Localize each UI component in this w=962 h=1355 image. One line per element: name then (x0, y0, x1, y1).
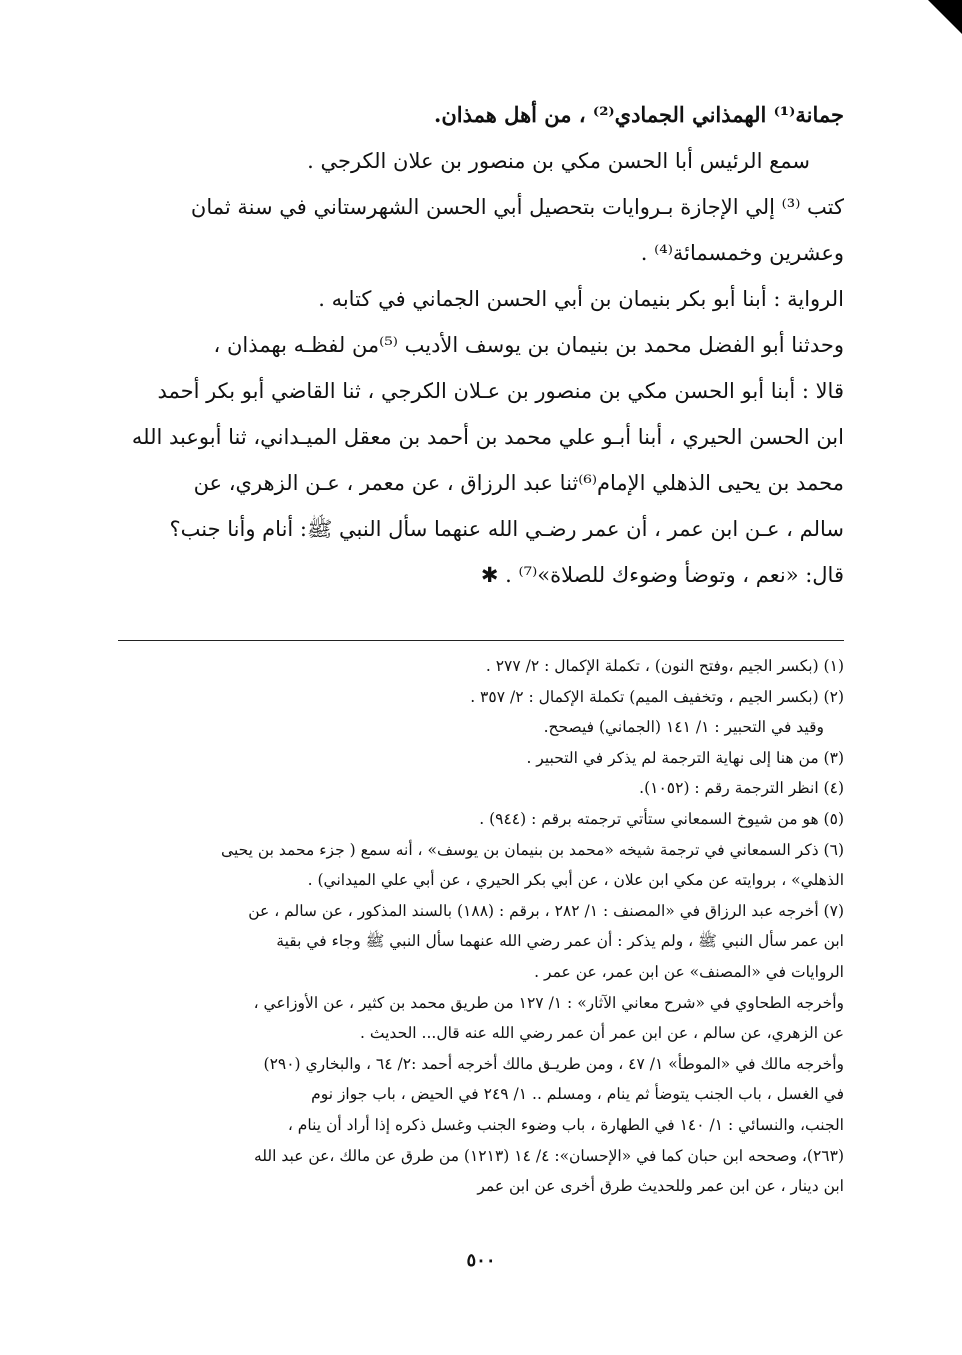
text-line: وحدثنا أبو الفضل محمد بن بنيمان بن يوسف الأديب ⁽⁵⁾من لفظـه بهمذان ، (213, 333, 844, 357)
footnote-line: الجنب، والنسائي : ١/ ١٤٠ في الطهارة ، باب وضوء الجنب وغسل ذكره إذا أراد أن ينام ، (287, 1115, 844, 1134)
footnote-line: (٥) هو من شيوخ السمعاني ستأتي ترجمته برقم : (٩٤٤) . (479, 809, 844, 828)
footnote-line: (٢٦٣)، وصححه ابن حبان كما في «الإحسان»: ٤/ ١٤ (١٢١٣) من طرق عن مالك ،عن عبد الله (253, 1146, 844, 1165)
footnote-line: وقيد في التحبير : ١/ ١٤١ (الجماني) فيصحح. (543, 718, 824, 737)
footnote-line: عن الزهري، عن سالم ، عن ابن عمر أن عمر رضي الله عنه قال... الحديث . (360, 1024, 844, 1043)
text-line: وعشرين وخمسمائة⁽⁴⁾ . (640, 241, 844, 265)
footnote-line: في الغسل ، باب الجنب يتوضأ ثم ينام ، ومسلم .. ١/ ٢٤٩ في الحيض ، باب جواز نوم (311, 1085, 844, 1104)
text-line: الرواية : أبنا أبو بكر بنيمان بن أبي الحسن الجماني في كتابه . (318, 287, 844, 311)
text-line: كتب ⁽³⁾ إلي الإجازة بـروايات بتحصيل أبي الحسن الشهرستاني في سنة ثمان (190, 195, 844, 219)
footnote-line: وأخرجه الطحاوي في «شرح معاني الآثار» : ١/ ١٢٧ من طريق محمد بن كثير ، عن الأوزاعي ، (253, 993, 844, 1012)
page-content (118, 92, 844, 1202)
text-line: قال: «نعم ، وتوضأ وضوءك للصلاة»⁽⁷⁾ . ✱ (480, 563, 844, 587)
footnote-line: الروايات في «المصنف» عن ابن عمر، عن عمر . (534, 962, 844, 981)
page-number: ٥٠٠ (466, 1250, 496, 1271)
footnote-line: الذهلي» ، بروايته عن مكي ابن علان ، عن أبي بكر الحيري ، عن أبي علي الميداني) . (307, 871, 844, 890)
text-line: محمد بن يحيى الذهلي الإمام⁽⁶⁾ثنا عبد الرزاق ، عن معمر ، عـن الزهري، عن (193, 471, 844, 495)
text-line: ابن الحسن الحيري ، أبنا أبـو علي محمد بن أحمد بن معقل الميـداني، ثنا أبوعبد الله (131, 425, 844, 449)
footnote-line: ابن عمر سأل النبي ﷺ ، ولم يذكر : أن عمر رضي الله عنهما سأل النبي ﷺ وجاء في بقية (276, 932, 844, 951)
main-text (118, 92, 844, 598)
footnote-line: (١) (بكسر الجيم ،وفتح النون) ، تكملة الإكمال : ٢/ ٢٧٧ . (485, 657, 844, 675)
footnote-line: (٤) انظر الترجمة رقم : (١٠٥٢). (639, 779, 844, 798)
footnote-line: (٣) من هنا إلى نهاية الترجمة لم يذكر في التحبير . (526, 748, 844, 767)
corner-mark (928, 0, 962, 34)
footnote-line: ابن دينار ، عن ابن عمر وللحديث طرق أخرى عن ابن عمر (477, 1177, 844, 1196)
footnote-line: (٢) (بكسر الجيم ، وتخفيف الميم) تكملة الإكمال : ٢/ ٣٥٧ . (470, 687, 844, 706)
entry-heading: جمانة⁽¹⁾ الهمذاني الجمادي⁽²⁾ ، من أهل همذان. (434, 102, 844, 127)
footnotes (118, 651, 844, 1202)
footnote-divider (118, 640, 844, 641)
text-line: سالم ، عـن ابن عمر ، أن عمر رضـي الله عنهما سأل النبي ﷺ: أنام وأنا جنب؟ (169, 517, 844, 541)
text-line: سمع الرئيس أبا الحسن مكي بن منصور بن علان الكرجي . (307, 149, 810, 173)
footnote-line: وأخرجه مالك في «الموطأ» ١/ ٤٧ ، ومن طريـق مالك أخرجه أحمد :٢/ ٦٤ ، والبخاري (٢٩٠) (263, 1054, 844, 1073)
footnote-line: (٦) ذكر السمعاني في ترجمة شيخه «محمد بن بنيمان بن يوسف» ، أنه سمع ( جزء محمد بن يحيى (221, 840, 844, 859)
footnote-line: (٧) أخرجه عبد الرزاق في «المصنف : ١/ ٢٨٢ ، برقم : (١٨٨) بالسند المذكور ، عن سالم ، عن (248, 901, 844, 920)
text-line: قالا : أبنا أبو الحسن مكي بن منصور بن عـلان الكرجي ، ثنا القاضي أبو بكر أحمد (157, 379, 844, 403)
